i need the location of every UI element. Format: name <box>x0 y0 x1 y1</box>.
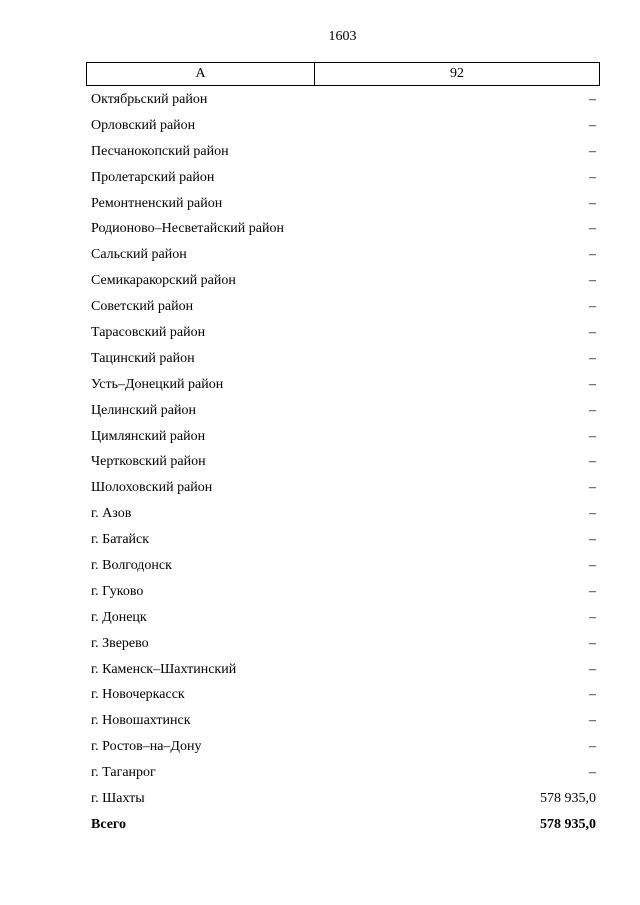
row-value: – <box>589 247 596 263</box>
row-name: Ремонтненский район <box>91 195 223 211</box>
header-cell-92: 92 <box>450 66 464 81</box>
table-row <box>91 631 596 657</box>
table-row <box>91 553 596 579</box>
row-value: – <box>589 376 596 392</box>
row-name: г. Новошахтинск <box>91 713 191 729</box>
table-row <box>91 398 596 424</box>
table-row <box>91 760 596 786</box>
table-row <box>91 682 596 708</box>
row-value: – <box>589 350 596 366</box>
row-value: – <box>589 169 596 185</box>
row-name: Пролетарский район <box>91 169 215 185</box>
row-name: г. Каменск–Шахтинский <box>91 661 237 677</box>
row-name: Октябрьский район <box>91 91 208 107</box>
row-value: – <box>589 402 596 418</box>
total-value: 578 935,0 <box>540 816 596 832</box>
row-name: Усть–Донецкий район <box>91 376 224 392</box>
table-row <box>91 527 596 553</box>
table-row <box>91 786 596 812</box>
total-row <box>91 812 596 838</box>
row-name: Тарасовский район <box>91 324 206 340</box>
row-value: – <box>589 635 596 651</box>
table-body <box>91 87 596 838</box>
row-name: г. Ростов–на–Дону <box>91 739 202 755</box>
row-value: – <box>589 506 596 522</box>
row-value: – <box>589 532 596 548</box>
table-row <box>91 216 596 242</box>
table-row <box>91 113 596 139</box>
row-value: – <box>589 583 596 599</box>
row-value: – <box>589 661 596 677</box>
table-row <box>91 605 596 631</box>
row-name: Орловский район <box>91 117 196 133</box>
total-label: Всего <box>91 816 126 832</box>
table-row <box>91 372 596 398</box>
row-name: Семикаракорский район <box>91 273 236 289</box>
row-name: Целинский район <box>91 402 196 418</box>
row-name: Родионово–Несветайский район <box>91 221 284 237</box>
table-row <box>91 734 596 760</box>
table-row <box>91 320 596 346</box>
row-name: г. Новочеркасск <box>91 687 185 703</box>
row-value: – <box>589 273 596 289</box>
table-row <box>91 424 596 450</box>
row-value: – <box>589 713 596 729</box>
row-name: Советский район <box>91 299 194 315</box>
table-row <box>91 708 596 734</box>
table-row <box>91 294 596 320</box>
table-row <box>91 191 596 217</box>
row-value: – <box>589 687 596 703</box>
row-name: Тацинский район <box>91 350 195 366</box>
row-name: г. Шахты <box>91 790 145 806</box>
row-name: Песчанокопский район <box>91 143 229 159</box>
row-value: – <box>589 143 596 159</box>
table-header <box>86 62 600 86</box>
table-row <box>91 475 596 501</box>
row-value: – <box>589 299 596 315</box>
row-value: – <box>589 557 596 573</box>
table-row <box>91 87 596 113</box>
row-value: – <box>589 195 596 211</box>
row-name: Цимлянский район <box>91 428 206 444</box>
row-name: Шолоховский район <box>91 480 213 496</box>
row-value: – <box>589 480 596 496</box>
row-name: г. Азов <box>91 506 132 522</box>
row-value: – <box>589 454 596 470</box>
row-value: – <box>589 765 596 781</box>
row-name: г. Зверево <box>91 635 149 651</box>
table-row <box>91 346 596 372</box>
table-row <box>91 165 596 191</box>
row-value: – <box>589 91 596 107</box>
table-row <box>91 139 596 165</box>
row-name: г. Батайск <box>91 532 150 548</box>
row-value: – <box>589 324 596 340</box>
row-value: – <box>589 117 596 133</box>
table-row <box>91 242 596 268</box>
table-row <box>91 501 596 527</box>
row-name: г. Донецк <box>91 609 147 625</box>
row-value: – <box>589 739 596 755</box>
row-value: – <box>589 609 596 625</box>
page-number: 1603 <box>328 29 357 44</box>
row-name: Сальский район <box>91 247 187 263</box>
table-row <box>91 579 596 605</box>
table-row <box>91 657 596 683</box>
row-name: г. Гуково <box>91 583 144 599</box>
row-name: г. Волгодонск <box>91 557 172 573</box>
row-value: – <box>589 428 596 444</box>
table-row <box>91 449 596 475</box>
row-value: – <box>589 221 596 237</box>
row-value: 578 935,0 <box>540 790 596 806</box>
header-cell-a: А <box>87 63 315 85</box>
row-name: г. Таганрог <box>91 765 156 781</box>
row-name: Чертковский район <box>91 454 206 470</box>
table-row <box>91 268 596 294</box>
